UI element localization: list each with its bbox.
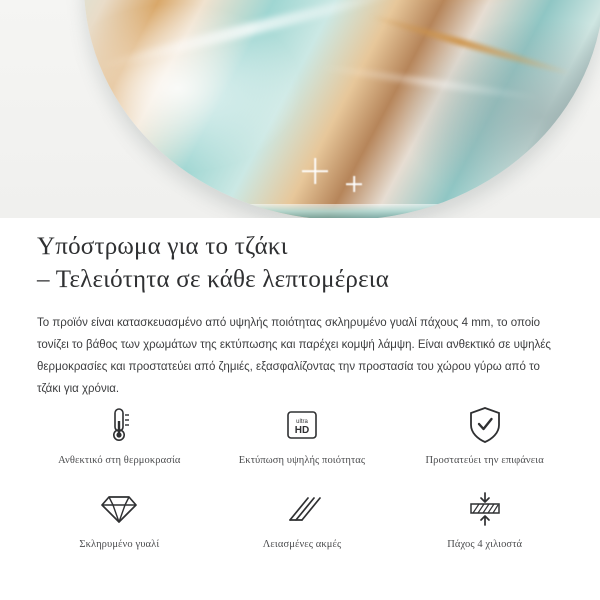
slab-vein — [313, 63, 546, 102]
slab-glass-edge — [84, 204, 600, 218]
feature-item-polished-edges — [211, 486, 394, 552]
thickness-arrows-icon — [464, 486, 506, 532]
feature-item-tempered-glass — [28, 486, 211, 552]
diamond-icon — [99, 486, 139, 532]
thermometer-icon — [102, 402, 136, 448]
svg-text:HD: HD — [294, 425, 310, 436]
feature-label: Ανθεκτικό στη θερμοκρασία — [58, 455, 181, 466]
slab-vein — [98, 0, 404, 72]
ultra-hd-icon — [282, 402, 322, 448]
feature-item-thickness — [393, 486, 576, 552]
page-title — [37, 230, 567, 296]
page-title-line-2: – Τελειότητα σε κάθε λεπτομέρεια — [37, 266, 390, 293]
svg-text:ultra: ultra — [296, 419, 308, 425]
feature-label: Λειασμένες ακμές — [262, 538, 342, 550]
hero-image — [0, 0, 600, 218]
feature-label: Προστατεύει την επιφάνεια — [425, 455, 544, 466]
feature-item-temperature — [28, 402, 211, 468]
slab-gold-vein — [368, 13, 570, 77]
feature-label: Εκτύπωση υψηλής ποιότητας — [238, 455, 366, 466]
feature-label: Σκληρυμένο γυαλί — [79, 538, 160, 550]
shield-check-icon — [467, 402, 503, 448]
page-title-line-1: Υπόστρωμα για το τζάκι — [37, 233, 288, 260]
product-text-block — [37, 230, 567, 400]
feature-grid — [28, 402, 576, 551]
feature-item-print-quality — [211, 402, 394, 468]
product-description-text: Το προϊόν είναι κατασκευασμένο από υψηλής ποιότητας σκληρυμένο γυαλί πάχους 4 mm, το οποίο τονίζει το βάθος των χρωμάτων της εκτύπωσης και παρέχει κομψή λάμψη. Είναι ανθεκτικό σε υψηλές θερμοκρασίες και προστατεύει από ζημιές, εξασφαλίζοντας την προστασία του χώρου γύρω από το τζάκι για χρόνια. — [37, 317, 551, 396]
feature-label: Πάχος 4 χιλιοστά — [447, 538, 523, 550]
polished-edges-icon — [282, 486, 322, 532]
feature-item-surface-protection — [393, 402, 576, 468]
